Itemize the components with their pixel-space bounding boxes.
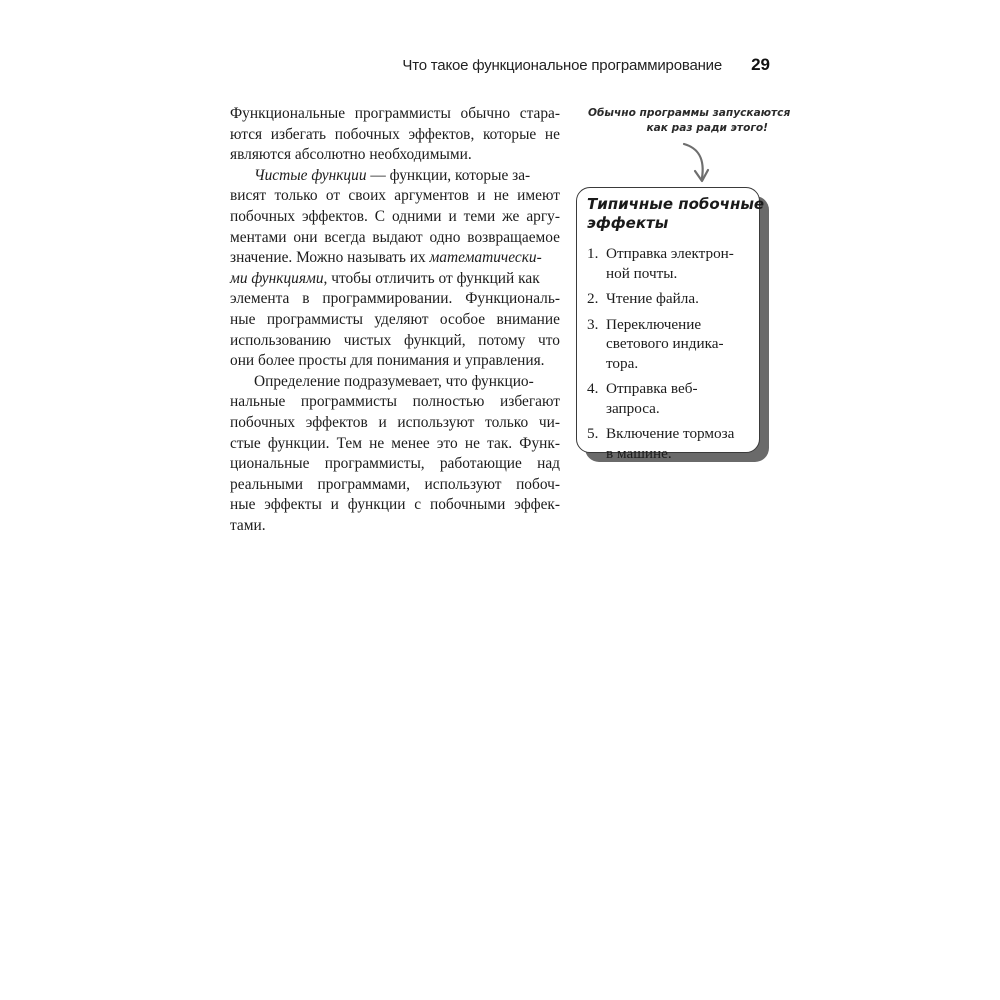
text-line: они более просты для понимания и управления. <box>230 352 545 370</box>
text-line: Функциональные программисты обычно стара- <box>230 105 560 122</box>
running-title: Что такое функциональное программирование <box>402 57 722 74</box>
list-item-number: 4. <box>587 380 599 397</box>
list-item-number: 3. <box>587 315 599 333</box>
list-item <box>587 244 749 283</box>
paragraph-3 <box>230 372 560 537</box>
text-line: побочных эффектов и используют только чи- <box>230 413 560 431</box>
text-line: Определение подразумевает, что функцио- <box>254 372 534 390</box>
list-item-text: Включение тормоза <box>606 425 735 442</box>
text-run: — функции, которые за- <box>366 166 531 184</box>
text-run: , чтобы отличить от функций как <box>323 269 540 287</box>
text-line: элемента в программировании. Функциональ- <box>230 290 560 308</box>
term-mathematical-functions-cont: ми функциями <box>230 269 324 287</box>
text-line: ные эффекты и функции с побочными эффек- <box>230 496 560 514</box>
text-run: значение. Можно называть их <box>230 249 430 267</box>
text-line: побочных эффектов. С одними и теми же аргу- <box>230 207 560 225</box>
list-item-text: тора. <box>606 354 639 372</box>
list-item-text: светового индика- <box>606 335 724 352</box>
text-line: циональные программисты, работающие над <box>230 455 560 473</box>
list-item-number: 2. <box>587 290 599 307</box>
list-item-text: Переключение <box>606 315 702 333</box>
text-line: нальные программисты полностью избегают <box>230 393 560 411</box>
text-line <box>230 248 560 269</box>
list-item <box>587 379 749 418</box>
paragraph-1 <box>230 104 560 166</box>
text-line: использованию чистых функций, потому что <box>230 331 560 349</box>
text-line: являются абсолютно необходимыми. <box>230 146 472 164</box>
list-item-number: 1. <box>587 245 599 262</box>
sidebar-title <box>587 195 765 233</box>
text-line <box>230 269 560 290</box>
page-number: 29 <box>751 55 770 74</box>
list-item-text: в машине. <box>606 444 672 462</box>
text-line: ются избегать побочных эффектов, которые не <box>230 125 560 143</box>
sidebar-title-line: Типичные побочные <box>587 195 765 213</box>
curved-arrow-icon <box>672 140 716 186</box>
body-text <box>230 104 560 536</box>
text-line: ные программисты уделяют особое внимание <box>230 310 560 328</box>
paragraph-2 <box>230 166 560 372</box>
list-item-number: 5. <box>587 425 599 442</box>
text-line: реальными программами, используют побоч- <box>230 475 560 493</box>
list-item-text: Чтение файла. <box>606 290 699 307</box>
list-item <box>587 289 749 309</box>
annotation-line: Обычно программы запускаются <box>588 107 791 119</box>
list-item-text: запроса. <box>606 399 660 417</box>
sidebar-box <box>576 187 765 462</box>
text-line: ментами они всегда выдают одно возвращаемое <box>230 228 560 246</box>
list-item-text: Отправка веб- <box>606 380 698 397</box>
list-item-text: ной почты. <box>606 264 678 282</box>
term-pure-functions: Чистые функции <box>254 166 367 184</box>
list-item <box>587 424 749 463</box>
margin-annotation <box>588 106 791 136</box>
list-item-text: Отправка электрон- <box>606 245 734 262</box>
annotation-line: как раз ради этого! <box>646 122 768 134</box>
term-mathematical-functions: математически- <box>429 249 542 267</box>
running-header <box>300 55 770 81</box>
text-line: стые функции. Тем не менее это не так. Функ- <box>230 434 560 452</box>
list-item <box>587 315 749 374</box>
text-line: тами. <box>230 516 266 534</box>
text-line <box>230 166 560 187</box>
text-line: висят только от своих аргументов и не имеют <box>230 187 560 205</box>
sidebar-title-line: эффекты <box>587 214 669 232</box>
